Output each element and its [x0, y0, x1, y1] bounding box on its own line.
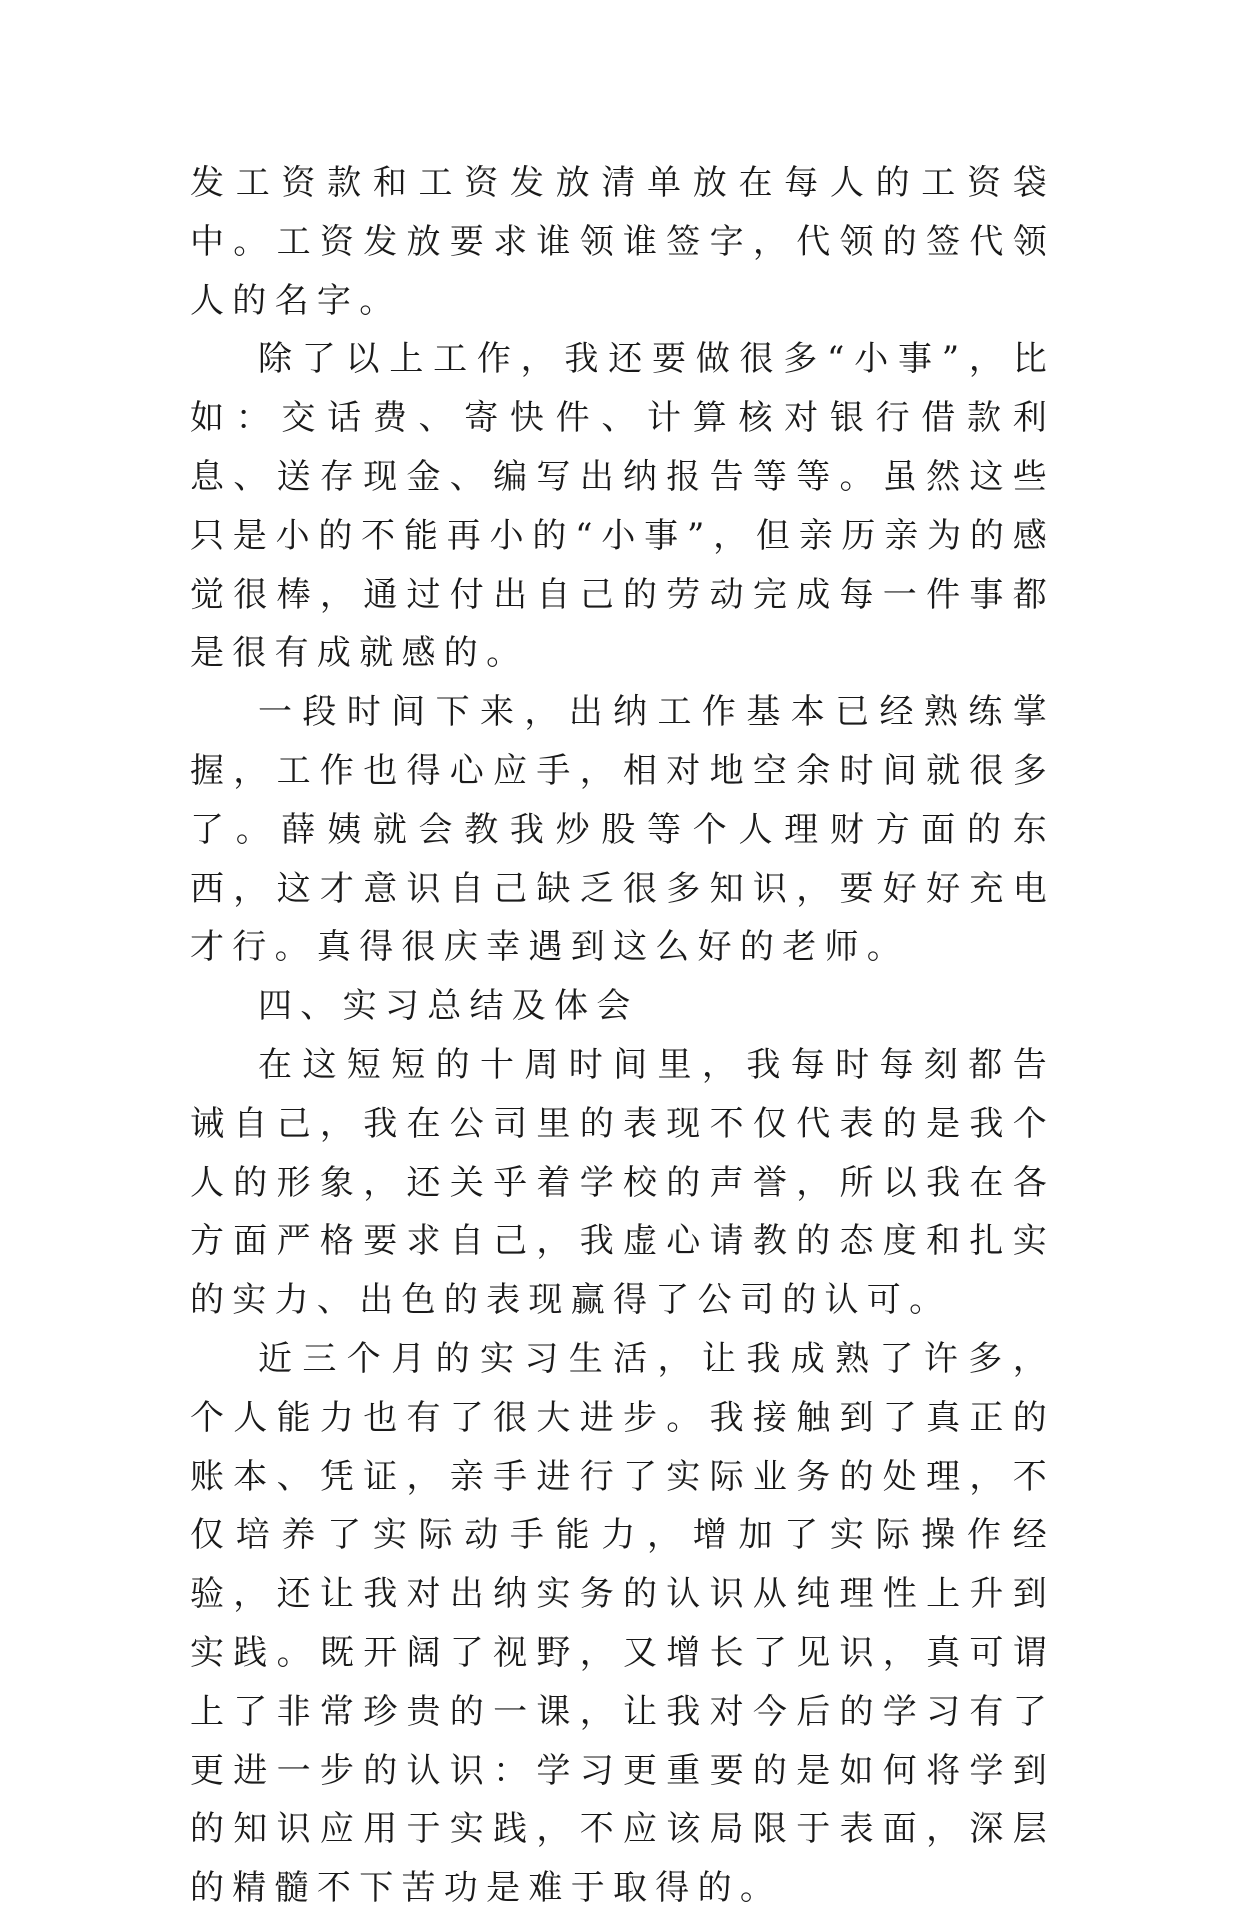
paragraph-proficiency: 一段时间下来，出纳工作基本已经熟练掌握，工作也得心应手，相对地空余时间就很多了。薛姨就会教我炒股等个人理财方面的东西，这才意识自己缺乏很多知识，要好好充电才行。真得很庆幸遇到这么好的老师。 — [190, 692, 1055, 968]
document-body — [190, 154, 1055, 1918]
paragraph-three-months: 近三个月的实习生活，让我成熟了许多，个人能力也有了很大进步。我接触到了真正的账本、凭证，亲手进行了实际业务的处理，不仅培养了实际动手能力，增加了实际操作经验，还让我对出纳实务的认识从纯理性上升到实践。既开阔了视野，又增长了见识，真可谓上了非常珍贵的一课，让我对今后的学习有了更进一步的认识：学习更重要的是如何将学到的知识应用于实践，不应该局限于表面，深层的精髓不下苦功是难于取得的。 — [190, 1338, 1055, 1909]
paragraph-small-tasks: 除了以上工作，我还要做很多“小事”，比如：交话费、寄快件、计算核对银行借款利息、送存现金、编写出纳报告等等。虽然这些只是小的不能再小的“小事”，但亲历亲为的感觉很棒，通过付出自己的劳动完成每一件事都是很有成就感的。 — [190, 339, 1055, 674]
paragraph-ten-weeks: 在这短短的十周时间里，我每时每刻都告诫自己，我在公司里的表现不仅代表的是我个人的形象，还关乎着学校的声誉，所以我在各方面严格要求自己，我虚心请教的态度和扎实的实力、出色的表现赢得了公司的认可。 — [190, 1044, 1055, 1321]
section-heading: 四、实习总结及体会 — [258, 986, 639, 1027]
paragraph-continuation: 发工资款和工资发放清单放在每人的工资袋中。工资发放要求谁领谁签字，代领的签代领人的名字。 — [190, 163, 1055, 321]
